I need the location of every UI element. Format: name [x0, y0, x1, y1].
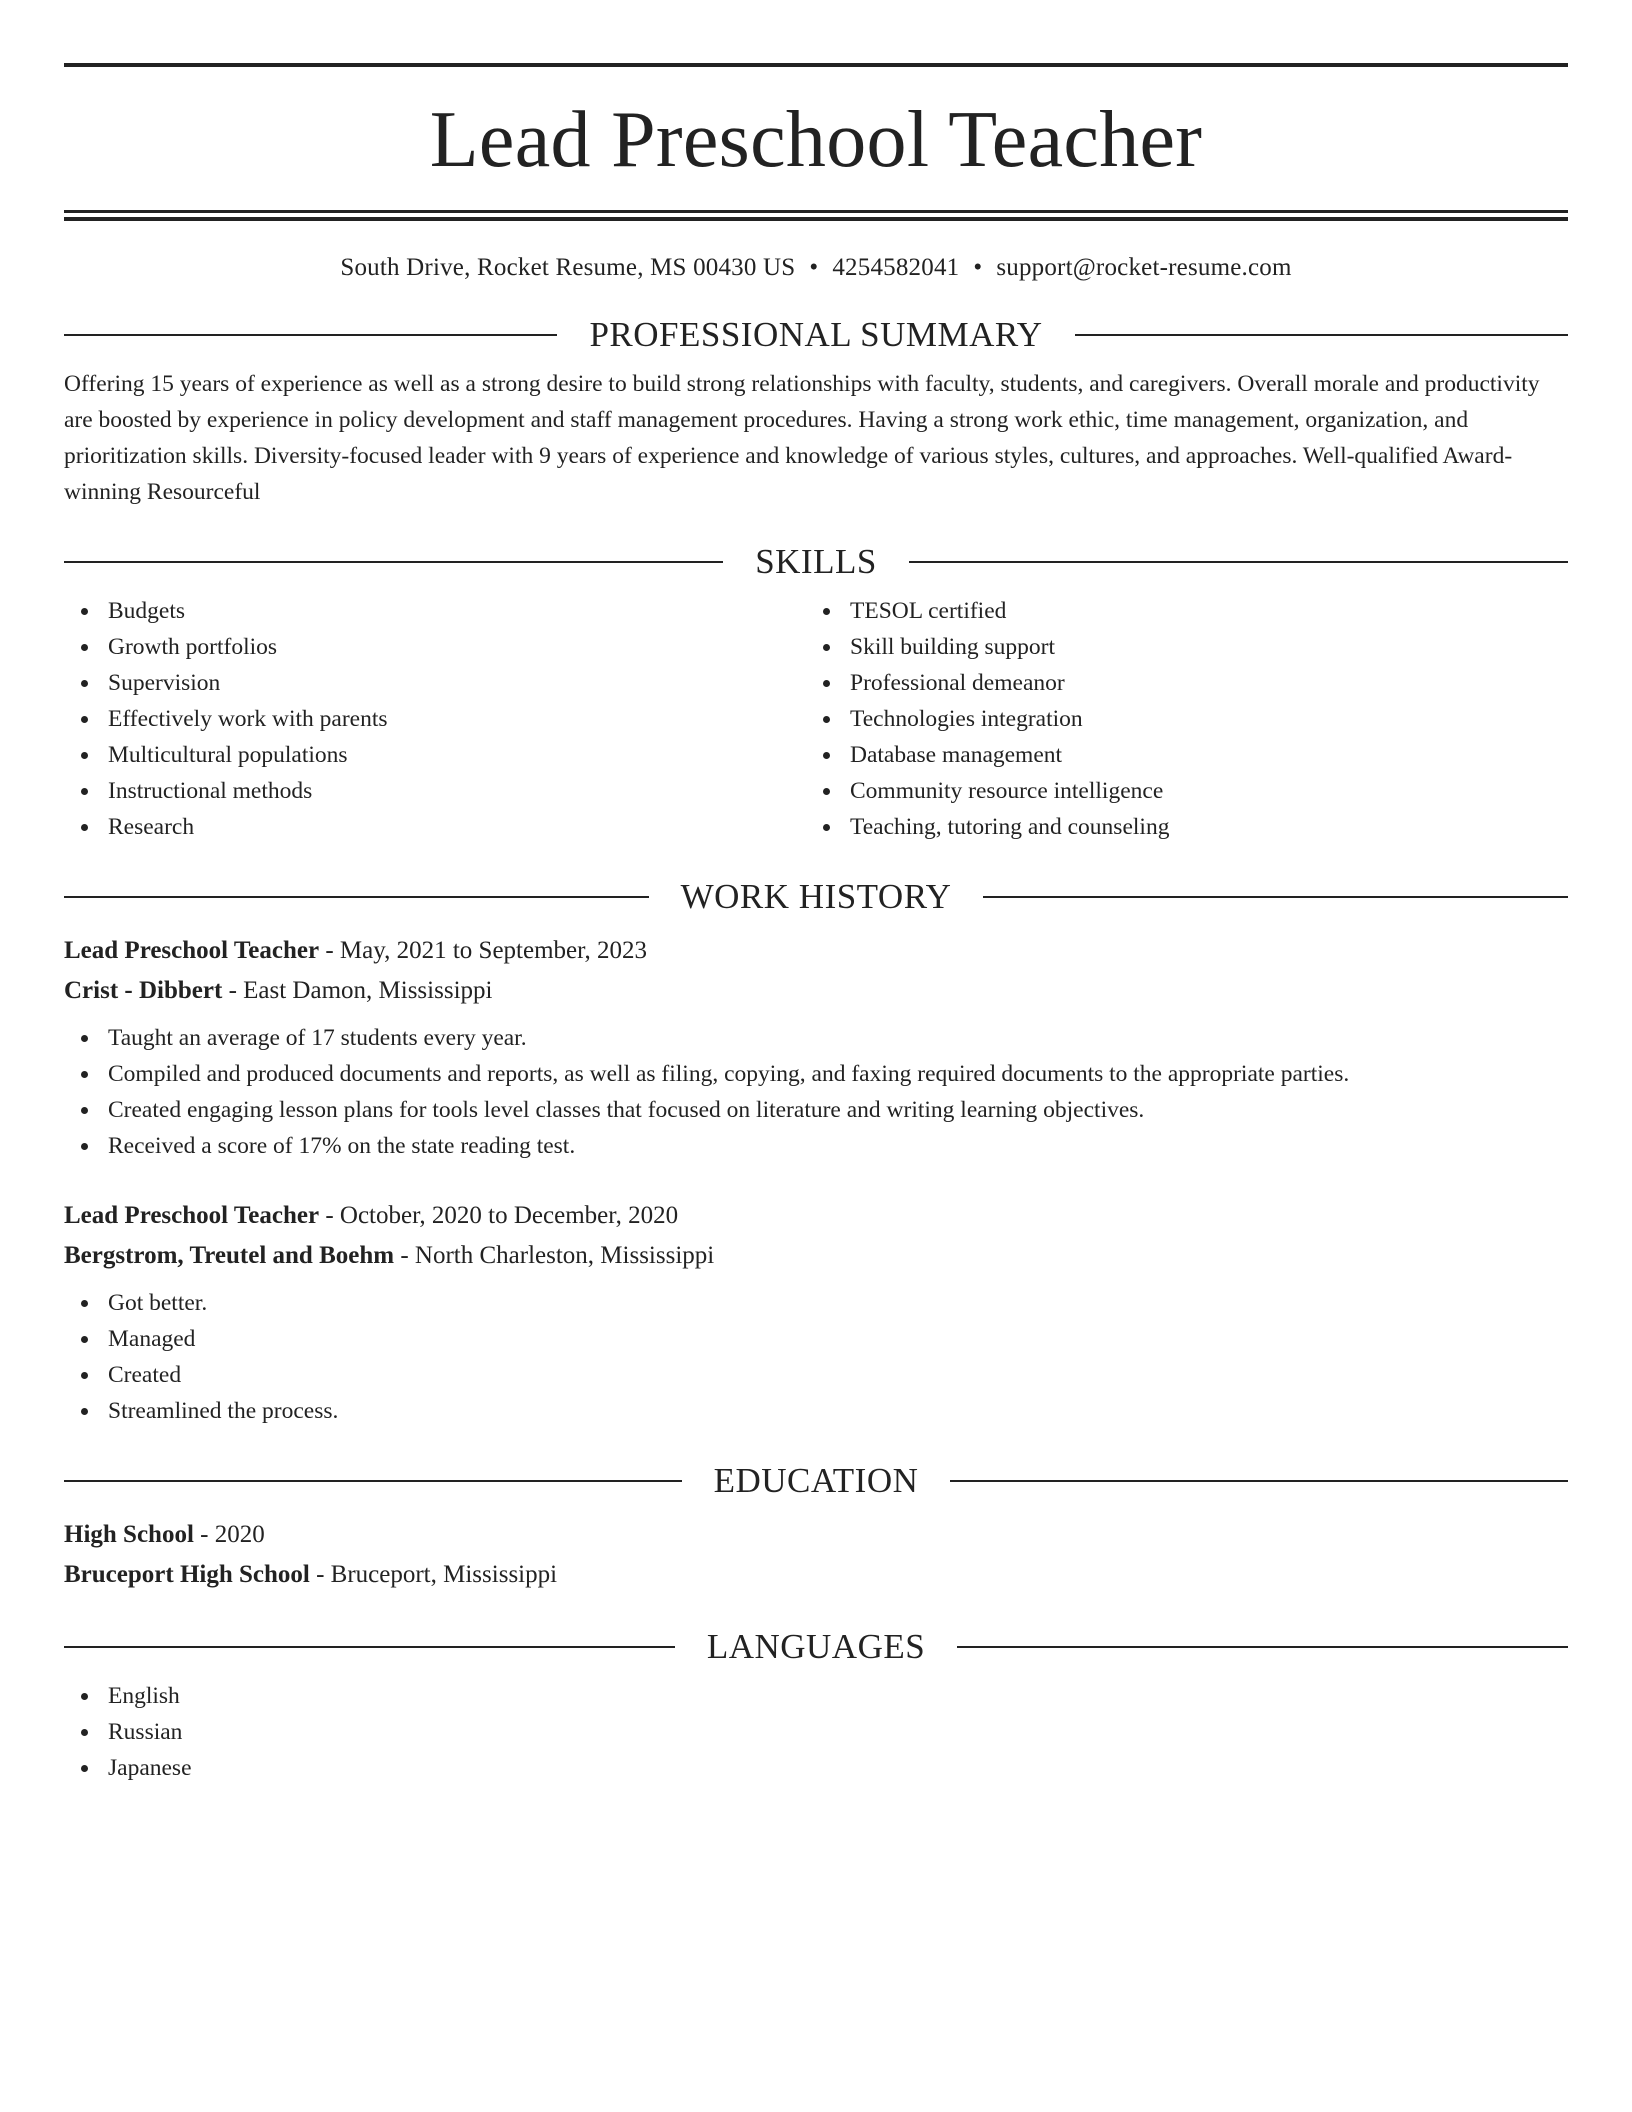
section-title: LANGUAGES: [706, 1627, 926, 1666]
skill-item: Professional demeanor: [806, 665, 1548, 701]
skill-item: TESOL certified: [806, 593, 1548, 629]
job-location: - East Damon, Mississippi: [222, 977, 493, 1004]
job-entry: [64, 1196, 1568, 1429]
divider-line: [957, 1646, 1568, 1648]
resume-name: Lead Preschool Teacher: [429, 96, 1203, 184]
job-dates: - May, 2021 to September, 2023: [319, 937, 647, 964]
divider-line: [1075, 334, 1568, 336]
job-bullet: Taught an average of 17 students every year.: [64, 1020, 1568, 1056]
divider-line: [64, 1480, 682, 1482]
languages-list: [64, 1678, 1568, 1786]
job-bullet: Received a score of 17% on the state reading test.: [64, 1128, 1568, 1164]
section-title: SKILLS: [755, 542, 877, 581]
section-header-work: [64, 877, 1568, 917]
skill-item: Skill building support: [806, 629, 1548, 665]
job-bullet: Managed: [64, 1321, 1568, 1357]
contact-separator: •: [809, 254, 819, 281]
skill-item: Effectively work with parents: [64, 701, 806, 737]
divider-line: [909, 561, 1568, 563]
contact-address: South Drive, Rocket Resume, MS 00430 US: [340, 254, 796, 281]
section-header-summary: [64, 315, 1568, 355]
skill-item: Supervision: [64, 665, 806, 701]
section-title: WORK HISTORY: [680, 877, 952, 916]
skill-item: Budgets: [64, 593, 806, 629]
section-title: EDUCATION: [713, 1461, 919, 1500]
job-bullet: Created: [64, 1357, 1568, 1393]
education-school: Bruceport High School: [64, 1561, 310, 1588]
job-company: Bergstrom, Treutel and Boehm: [64, 1242, 395, 1269]
skills-list-right: [806, 593, 1548, 845]
double-rule: [64, 210, 1568, 221]
job-bullets: [64, 1020, 1568, 1164]
skill-item: Community resource intelligence: [806, 773, 1548, 809]
skill-item: Database management: [806, 737, 1548, 773]
education-year: - 2020: [193, 1521, 265, 1548]
job-bullet: Compiled and produced documents and reports, as well as filing, copying, and faxing required documents to the appropriate parties.: [64, 1056, 1568, 1092]
divider-line: [64, 896, 649, 898]
job-bullet: Created engaging lesson plans for tools level classes that focused on literature and writing learning objectives.: [64, 1092, 1568, 1128]
language-item: Russian: [64, 1714, 1568, 1750]
skill-item: Research: [64, 809, 806, 845]
skills-columns: [64, 593, 1568, 845]
summary-text: Offering 15 years of experience as well as a strong desire to build strong relationships with faculty, students, and caregivers. Overall morale and productivity are boosted by experience in policy development and staff management procedures. Having a strong work ethic, time management, organization, and prioritization skills. Diversity-focused leader with 9 years of experience and knowledge of various styles, cultures, and approaches. Well-qualified Award-winning Resourceful: [64, 371, 1540, 505]
contact-line: [64, 253, 1568, 283]
job-bullet: Streamlined the process.: [64, 1393, 1568, 1429]
divider-line: [64, 1646, 675, 1648]
job-title: Lead Preschool Teacher: [64, 937, 320, 964]
language-item: English: [64, 1678, 1568, 1714]
job-title-line: [64, 1196, 1568, 1236]
skill-item: Growth portfolios: [64, 629, 806, 665]
section-header-skills: [64, 542, 1568, 582]
education-degree-line: [64, 1515, 1568, 1555]
job-bullets: [64, 1285, 1568, 1429]
education-entry: [64, 1515, 1568, 1595]
section-header-languages: [64, 1627, 1568, 1667]
contact-email: support@rocket-resume.com: [996, 254, 1292, 281]
education-degree: High School: [64, 1521, 194, 1548]
job-location: - North Charleston, Mississippi: [394, 1242, 715, 1269]
job-entry: [64, 931, 1568, 1164]
skill-item: Technologies integration: [806, 701, 1548, 737]
language-item: Japanese: [64, 1750, 1568, 1786]
job-title: Lead Preschool Teacher: [64, 1202, 320, 1229]
section-title: PROFESSIONAL SUMMARY: [589, 315, 1043, 354]
skill-item: Instructional methods: [64, 773, 806, 809]
job-company-line: [64, 1236, 1568, 1276]
divider-line: [950, 1480, 1568, 1482]
top-rule: [64, 63, 1568, 67]
skill-item: Multicultural populations: [64, 737, 806, 773]
job-company-line: [64, 971, 1568, 1011]
job-bullet: Got better.: [64, 1285, 1568, 1321]
contact-phone: 4254582041: [832, 254, 960, 281]
divider-line: [64, 334, 557, 336]
education-school-line: [64, 1555, 1568, 1595]
divider-line: [64, 561, 723, 563]
contact-separator: •: [973, 254, 983, 281]
job-dates: - October, 2020 to December, 2020: [319, 1202, 679, 1229]
section-header-education: [64, 1461, 1568, 1501]
divider-line: [983, 896, 1568, 898]
job-title-line: [64, 931, 1568, 971]
skill-item: Teaching, tutoring and counseling: [806, 809, 1548, 845]
education-location: - Bruceport, Mississippi: [309, 1561, 558, 1588]
job-company: Crist - Dibbert: [64, 977, 223, 1004]
skills-list-left: [64, 593, 806, 845]
